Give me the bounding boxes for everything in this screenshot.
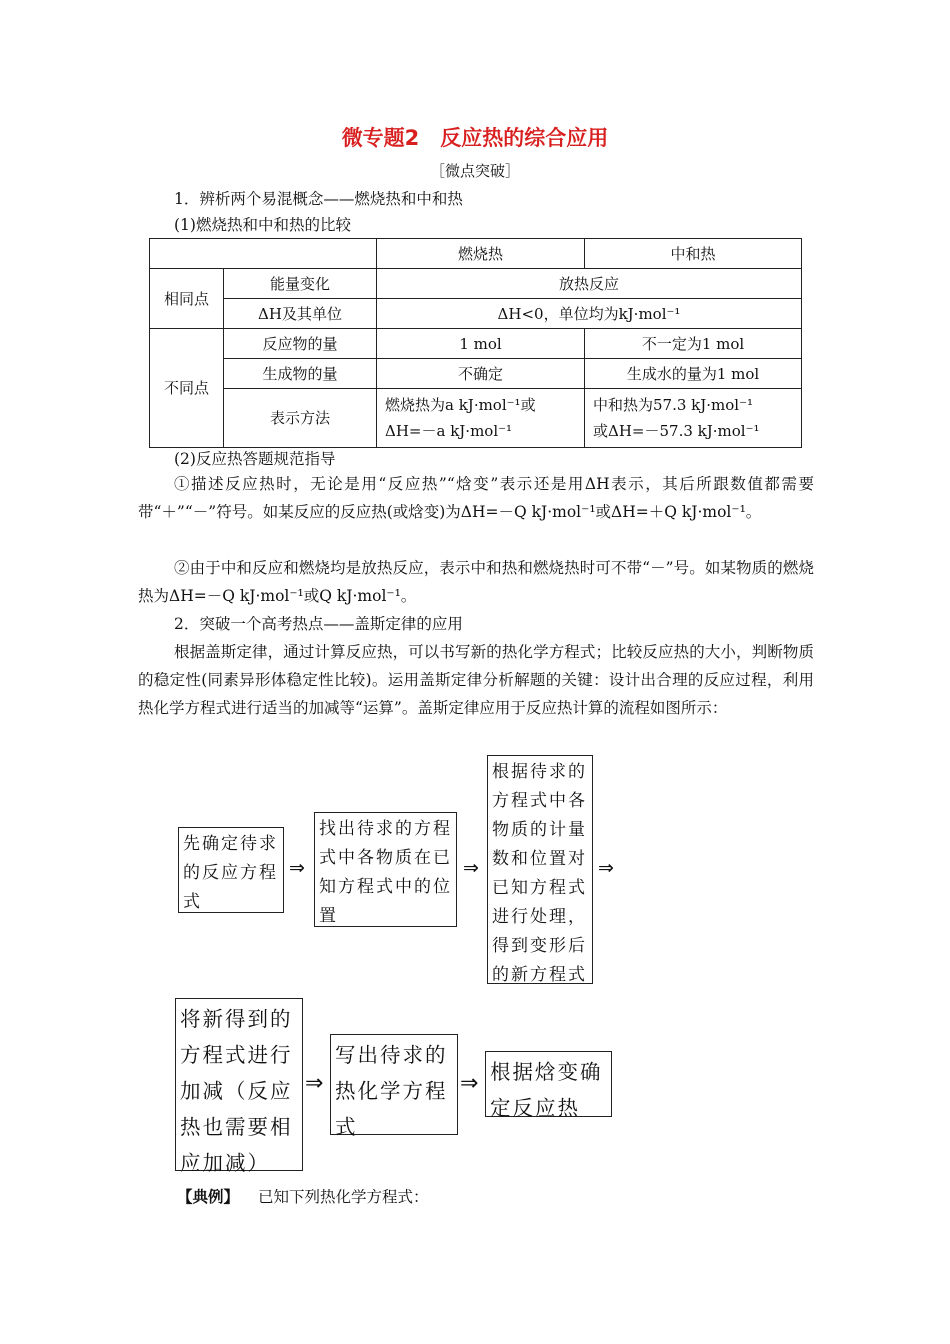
flow-step-4: 将新得到的方程式进行加减（反应热也需要相应加减） [175,998,303,1171]
flow-arrow: ⇒ [598,857,614,879]
example-label: 【典例】 [177,1187,240,1206]
header-neutralization-heat: 中和热 [585,239,802,269]
cell-product-burn: 不确定 [377,359,585,389]
label-same: 相同点 [150,269,224,329]
table-row [150,239,802,269]
flow-arrow: ⇒ [289,857,305,879]
label-different: 不同点 [150,329,224,448]
cell-product-neut: 生成水的量为1 mol [585,359,802,389]
flow-step-3: 根据待求的方程式中各物质的计量数和位置对已知方程式进行处理，得到变形后的新方程式 [487,755,593,984]
page-title: 微专题2 反应热的综合应用 [341,126,609,150]
paragraph-hess-law: 根据盖斯定律，通过计算反应热，可以书写新的热化学方程式；比较反应热的大小，判断物质的稳定性(同素异形体稳定性比较)。运用盖斯定律分析解题的关键：设计出合理的反应过程，利用热化学方程式进行适当的加减等“运算”。盖斯定律应用于反应热计算的流程如图所示： [138,643,814,717]
flow-step-2: 找出待求的方程式中各物质在已知方程式中的位置 [314,812,457,927]
flow-arrow: ⇒ [305,1071,324,1096]
table-cell [150,239,377,269]
cell-express-burn [377,389,585,448]
section-subtitle: ［微点突破］ [429,162,520,180]
cell-line: ΔH=－a kJ·mol⁻¹ [385,422,513,440]
row-label-reactant: 反应物的量 [224,329,377,359]
flow-arrow: ⇒ [460,1071,479,1096]
example-text: 已知下列热化学方程式： [258,1188,429,1206]
cell-line: 或ΔH=－57.3 kJ·mol⁻¹ [593,422,760,440]
table-row [150,269,802,299]
subheading-2: (2)反应热答题规范指导 [174,450,336,468]
flow-step-1: 先确定待求的反应方程式 [178,827,284,913]
row-label-express: 表示方法 [224,389,377,448]
cell-energy: 放热反应 [377,269,802,299]
table-row [150,299,802,329]
cell-express-neut [585,389,802,448]
flow-step-5: 写出待求的热化学方程式 [330,1034,458,1135]
cell-reactant-burn: 1 mol [377,329,585,359]
table-row [150,389,802,448]
paragraph-point-1: ①描述反应热时，无论是用“反应热”“焓变”表示还是用ΔH表示，其后所跟数值都需要带“＋”“－”符号。如某反应的反应热(或焓变)为ΔH=－Q kJ·mol⁻¹或ΔH=＋Q kJ·mol⁻¹。 [138,475,814,521]
comparison-table [149,238,802,448]
heading-1: 1．辨析两个易混概念——燃烧热和中和热 [174,190,463,208]
paragraph-point-2: ②由于中和反应和燃烧均是放热反应，表示中和热和燃烧热时可不带“－”号。如某物质的燃烧热为ΔH=－Q kJ·mol⁻¹或Q kJ·mol⁻¹。 [138,559,814,605]
cell-line: 燃烧热为a kJ·mol⁻¹或 [385,396,536,414]
cell-line: 中和热为57.3 kJ·mol⁻¹ [593,396,754,414]
table-row [150,329,802,359]
cell-unit: ΔH<0，单位均为kJ·mol⁻¹ [377,299,802,329]
subheading-1: (1)燃烧热和中和热的比较 [174,216,351,234]
table-row [150,359,802,389]
row-label-unit: ΔH及其单位 [224,299,377,329]
header-burning-heat: 燃烧热 [377,239,585,269]
heading-2: 2．突破一个高考热点——盖斯定律的应用 [174,615,463,633]
flow-step-6: 根据焓变确定反应热 [485,1051,612,1117]
flow-arrow: ⇒ [463,857,479,879]
row-label-product: 生成物的量 [224,359,377,389]
row-label-energy: 能量变化 [224,269,377,299]
cell-reactant-neut: 不一定为1 mol [585,329,802,359]
